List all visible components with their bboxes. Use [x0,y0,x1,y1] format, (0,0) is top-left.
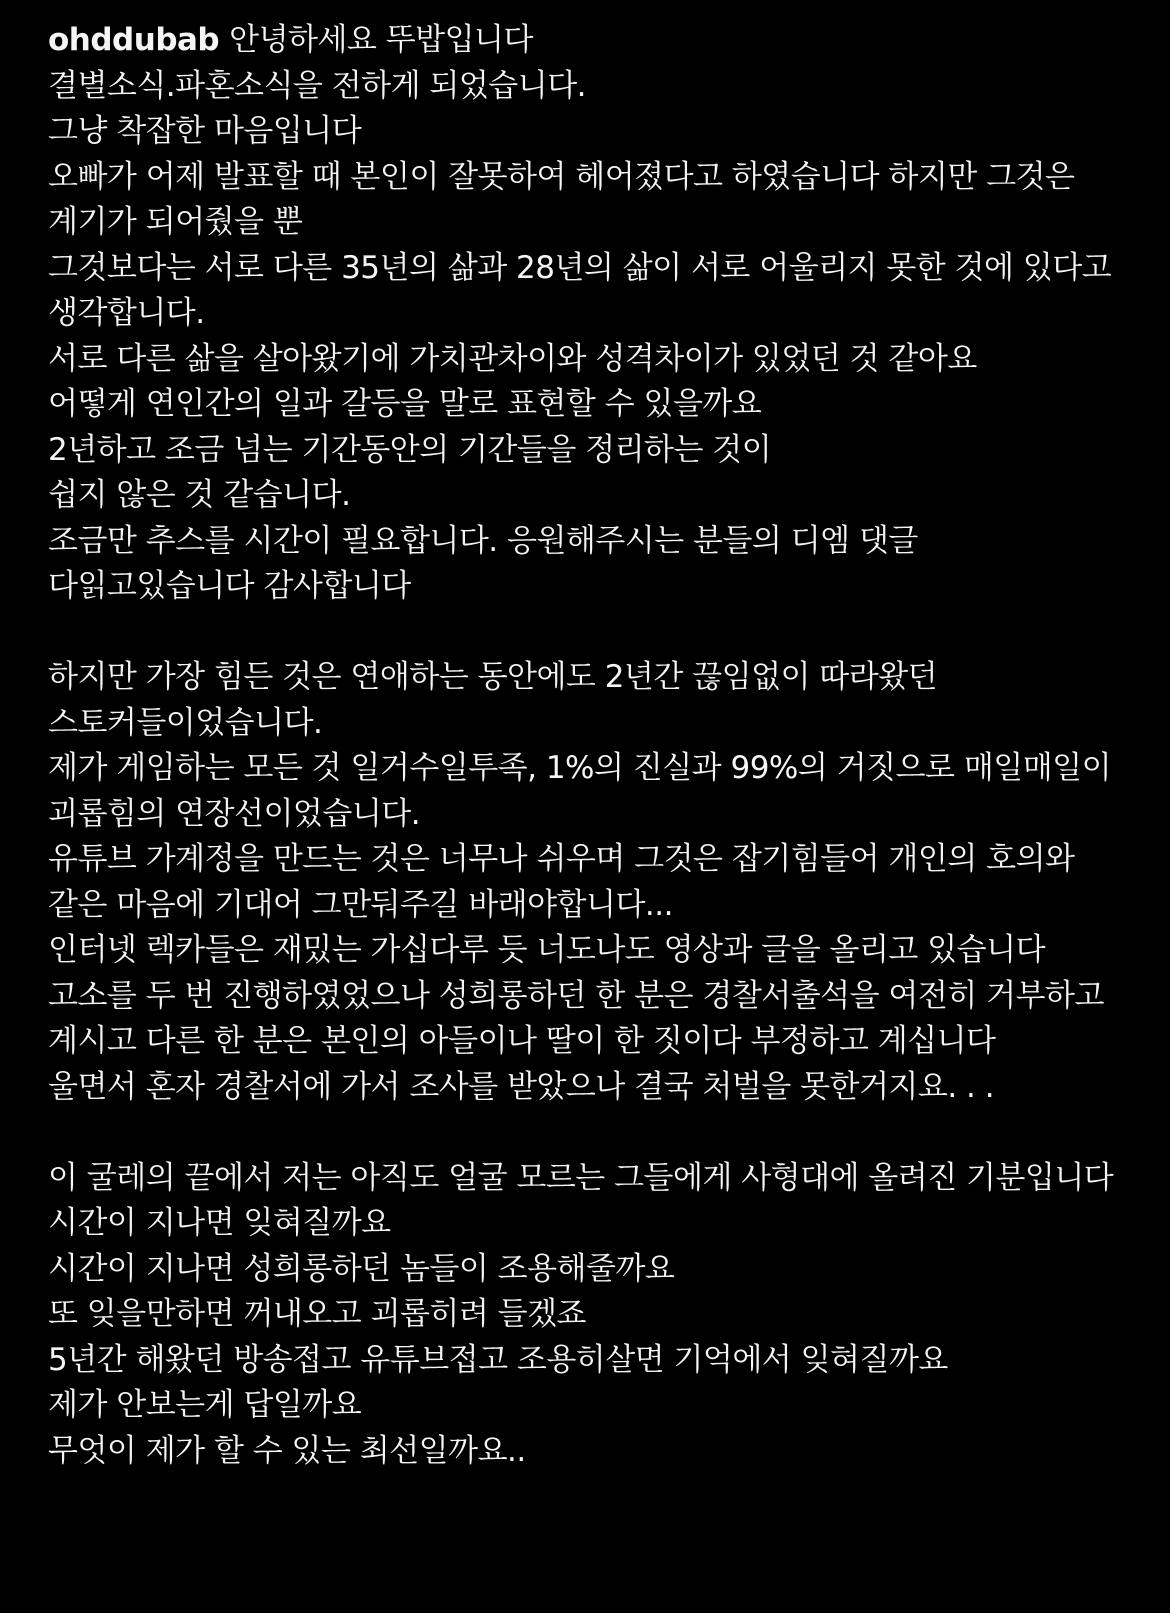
caption-line: 고소를 두 번 진행하였었으나 성희롱하던 한 분은 경찰서출석을 여전히 거부하고 계시고 다른 한 분은 본인의 아들이나 딸이 한 짓이다 부정하고 계십니다 [48,977,1104,1059]
caption-line: 2년하고 조금 넘는 기간동안의 기간들을 정리하는 것이 [48,431,772,468]
caption-line: 무엇이 제가 할 수 있는 최선일까요.. [48,1432,526,1469]
caption-line: 시간이 지나면 잊혀질까요 [48,1205,391,1241]
caption-line: 제가 게임하는 모든 것 일거수일투족, 1%의 진실과 99%의 거짓으로 매일매일이 괴롭힘의 연장선이었습니다. [48,750,1112,832]
caption-line: 서로 다른 삶을 살아왔기에 가치관차이와 성격차이가 있었던 것 같아요 [48,340,977,377]
caption-first-line [48,18,1128,64]
post-caption [48,18,1128,1474]
caption-intro: 안녕하세요 뚜밥입니다 [229,22,533,58]
caption-line: 시간이 지나면 성희롱하던 놈들이 조용해줄까요 [48,1250,675,1287]
caption-line: 5년간 해왔던 방송접고 유튜브접고 조용히살면 기억에서 잊혀질까요 [48,1341,948,1378]
caption-line: 제가 안보는게 답일까요 [48,1387,362,1423]
caption-line: 그것보다는 서로 다른 35년의 삶과 28년의 삶이 서로 어울리지 못한 것에 있다고 생각합니다. [48,249,1112,331]
username[interactable]: ohddubab [48,22,220,58]
paragraph-spacer [48,610,1128,656]
caption-line: 오빠가 어제 발표할 때 본인이 잘못하여 헤어졌다고 하였습니다 하지만 그것은 계기가 되어줬을 뿐 [48,158,1075,240]
caption-line: 그냥 착잡한 마음입니다 [48,113,362,149]
caption-line: 인터넷 렉카들은 재밌는 가십다루 듯 너도나도 영상과 글을 올리고 있습니다 [48,932,1046,968]
caption-line: 쉽지 않은 것 같습니다. [48,477,351,513]
caption-line: 조금만 추스를 시간이 필요합니다. 응원해주시는 분들의 디엠 댓글 다읽고있습니다 감사합니다 [48,522,918,604]
caption-line: 이 굴레의 끝에서 저는 아직도 얼굴 모르는 그들에게 사형대에 올려진 기분입니다 [48,1159,1114,1196]
caption-line: 울면서 혼자 경찰서에 가서 조사를 받았으나 결국 처벌을 못한거지요. . . [48,1068,995,1105]
caption-line: 또 잊을만하면 꺼내오고 괴롭히려 들겠죠 [48,1296,586,1332]
caption-line: 유튜브 가계정을 만드는 것은 너무나 쉬우며 그것은 잡기힘들어 개인의 호의와 같은 마음에 기대어 그만둬주길 바래야합니다... [48,841,1075,923]
paragraph-spacer [48,1110,1128,1156]
caption-line: 결별소식.파혼소식을 전하게 되었습니다. [48,67,586,104]
caption-line: 어떻게 연인간의 일과 갈등을 말로 표현할 수 있을까요 [48,386,762,422]
caption-line: 하지만 가장 힘든 것은 연애하는 동안에도 2년간 끊임없이 따라왔던 스토커들이었습니다. [48,659,938,741]
